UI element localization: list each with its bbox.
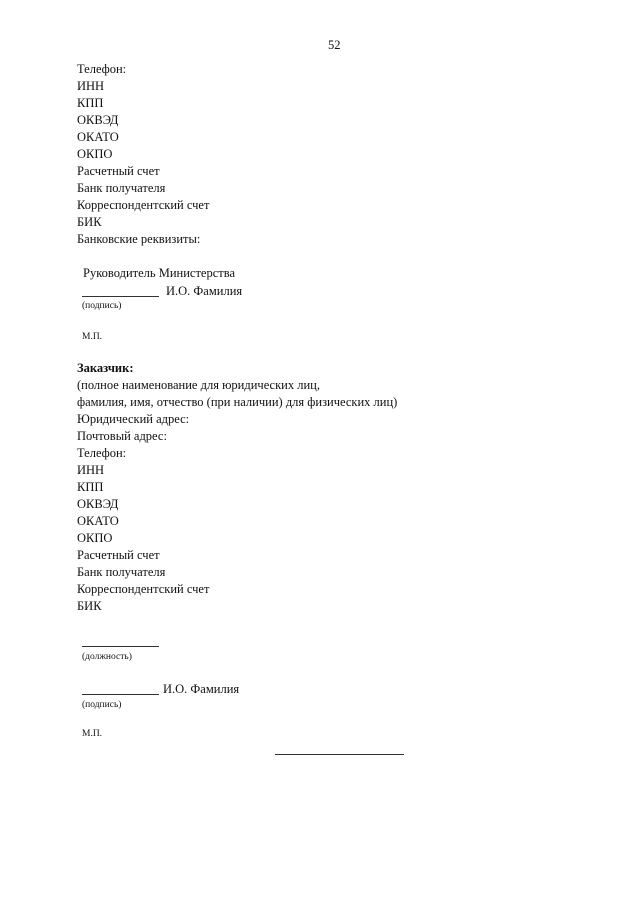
customer-line-account: Расчетный счет [77, 548, 160, 562]
customer-line-phone: Телефон: [77, 446, 127, 460]
customer-position-line [82, 646, 159, 647]
customer-position-caption: (должность) [82, 652, 132, 662]
customer-line-fio: фамилия, имя, отчество (при наличии) для физических лиц) [77, 395, 398, 409]
customer-heading: Заказчик: [77, 361, 134, 375]
supplier-line-account: Расчетный счет [77, 164, 160, 178]
customer-signature-line [82, 694, 159, 695]
supplier-line-kpp: КПП [77, 96, 104, 110]
supplier-line-corr-account: Корреспондентский счет [77, 198, 210, 212]
customer-line-bik: БИК [77, 599, 102, 613]
customer-signature-caption: (подпись) [82, 700, 122, 710]
supplier-signature-line [82, 296, 159, 297]
supplier-line-okato: ОКАТО [77, 130, 119, 144]
supplier-head-title: Руководитель Министерства [83, 266, 236, 280]
customer-line-fullname: (полное наименование для юридических лиц, [77, 378, 320, 392]
customer-line-okpo: ОКПО [77, 531, 113, 545]
supplier-line-inn: ИНН [77, 79, 105, 93]
supplier-line-bank-details: Банковские реквизиты: [77, 232, 201, 246]
customer-line-inn: ИНН [77, 463, 105, 477]
customer-line-kpp: КПП [77, 480, 104, 494]
customer-line-okato: ОКАТО [77, 514, 119, 528]
supplier-signature-caption: (подпись) [82, 301, 122, 311]
customer-line-postal-address: Почтовый адрес: [77, 429, 167, 443]
supplier-line-okved: ОКВЭД [77, 113, 119, 127]
customer-line-okved: ОКВЭД [77, 497, 119, 511]
customer-signer-name: И.О. Фамилия [163, 682, 240, 696]
bottom-divider [275, 754, 404, 755]
supplier-line-bank: Банк получателя [77, 181, 166, 195]
supplier-line-okpo: ОКПО [77, 147, 113, 161]
customer-line-legal-address: Юридический адрес: [77, 412, 190, 426]
customer-line-bank: Банк получателя [77, 565, 166, 579]
customer-stamp: М.П. [82, 729, 103, 739]
supplier-line-bik: БИК [77, 215, 102, 229]
customer-line-corr-account: Корреспондентский счет [77, 582, 210, 596]
supplier-line-phone: Телефон: [77, 62, 127, 76]
supplier-signer-name: И.О. Фамилия [166, 284, 243, 298]
page-number: 52 [328, 38, 341, 52]
supplier-stamp: М.П. [82, 332, 103, 342]
